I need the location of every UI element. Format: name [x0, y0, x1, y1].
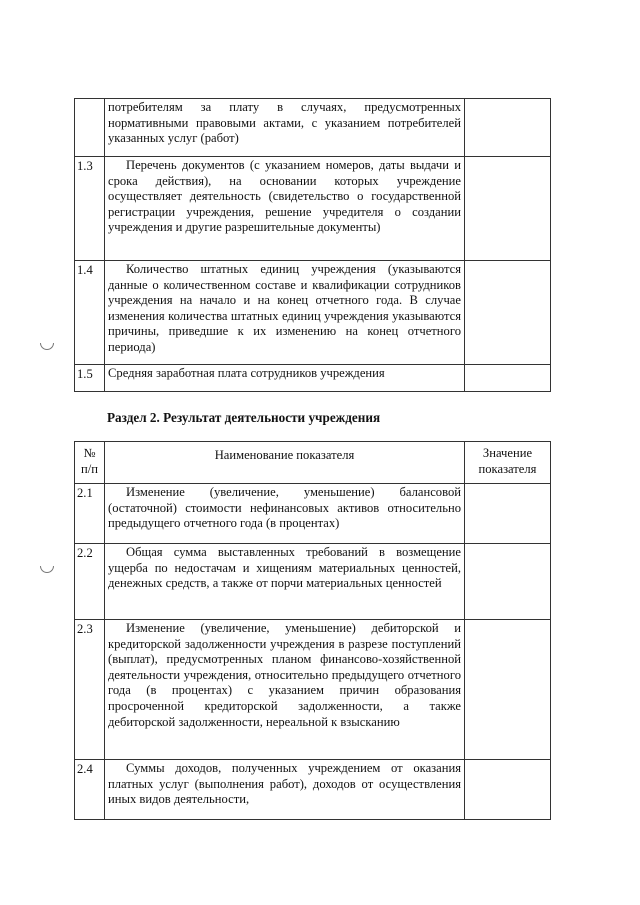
table-row	[75, 760, 551, 820]
row-number: 2.3	[75, 620, 105, 760]
header-name: Наименование показателя	[105, 442, 465, 484]
row-value	[465, 544, 551, 620]
table-header-row	[75, 442, 551, 484]
section-title: Раздел 2. Результат деятельности учреждения	[107, 410, 381, 425]
table-row	[75, 365, 551, 392]
row-text: Общая сумма выставленных требований в возмещение ущерба по недостачам и хищениям материальных ценностей, денежных средств, а также от порчи материальных ценностей	[105, 544, 465, 620]
row-text: Изменение (увеличение, уменьшение) балансовой (остаточной) стоимости нефинансовых активов относительно предыдущего отчетного года (в процентах)	[105, 484, 465, 544]
row-number: 1.5	[75, 365, 105, 392]
row-number: 1.3	[75, 157, 105, 261]
row-value	[465, 760, 551, 820]
row-text: Изменение (увеличение, уменьшение) дебиторской и кредиторской задолженности учреждения в разрезе поступлений (выплат), предусмотренных планом финансово-хозяйственной деятельности учреждения, относительно предыдущего отчетного года (в процентах) с указанием причин образования просроченной кредиторской задолженности, а также дебиторской задолженности, нереальной к взысканию	[105, 620, 465, 760]
row-value	[465, 99, 551, 157]
row-value	[465, 484, 551, 544]
row-value	[465, 620, 551, 760]
table-row	[75, 544, 551, 620]
table-row	[75, 99, 551, 157]
row-value	[465, 261, 551, 365]
row-text: Количество штатных единиц учреждения (указываются данные о количественном составе и квалификации сотрудников учреждения на начало и на конец отчетного года. В случае изменения количества штатных единиц учреждения указываются причины, приведшие к их изменению на конец отчетного периода)	[105, 261, 465, 365]
table-section-1	[74, 98, 551, 392]
header-value: Значение показателя	[465, 442, 551, 484]
row-number: 1.4	[75, 261, 105, 365]
row-text: Перечень документов (с указанием номеров, даты выдачи и срока действия), на основании которых учреждение осуществляет деятельность (свидетельство о государственной регистрации учреждения, решение учредителя о создании учреждения и другие разрешительные документы)	[105, 157, 465, 261]
row-number	[75, 99, 105, 157]
table-row	[75, 261, 551, 365]
row-value	[465, 365, 551, 392]
header-number: № п/п	[75, 442, 105, 484]
table-row	[75, 484, 551, 544]
table-row	[75, 620, 551, 760]
row-number: 2.4	[75, 760, 105, 820]
table-section-2	[74, 441, 551, 820]
row-text: потребителям за плату в случаях, предусмотренных нормативными правовыми актами, с указанием потребителей указанных услуг (работ)	[105, 99, 465, 157]
binding-hole-mark	[40, 343, 54, 350]
row-text: Средняя заработная плата сотрудников учреждения	[105, 365, 465, 392]
row-text: Суммы доходов, полученных учреждением от оказания платных услуг (выполнения работ), доходов от осуществления иных видов деятельности,	[105, 760, 465, 820]
binding-hole-mark	[40, 566, 54, 573]
row-number: 2.2	[75, 544, 105, 620]
table-row	[75, 157, 551, 261]
row-number: 2.1	[75, 484, 105, 544]
row-value	[465, 157, 551, 261]
